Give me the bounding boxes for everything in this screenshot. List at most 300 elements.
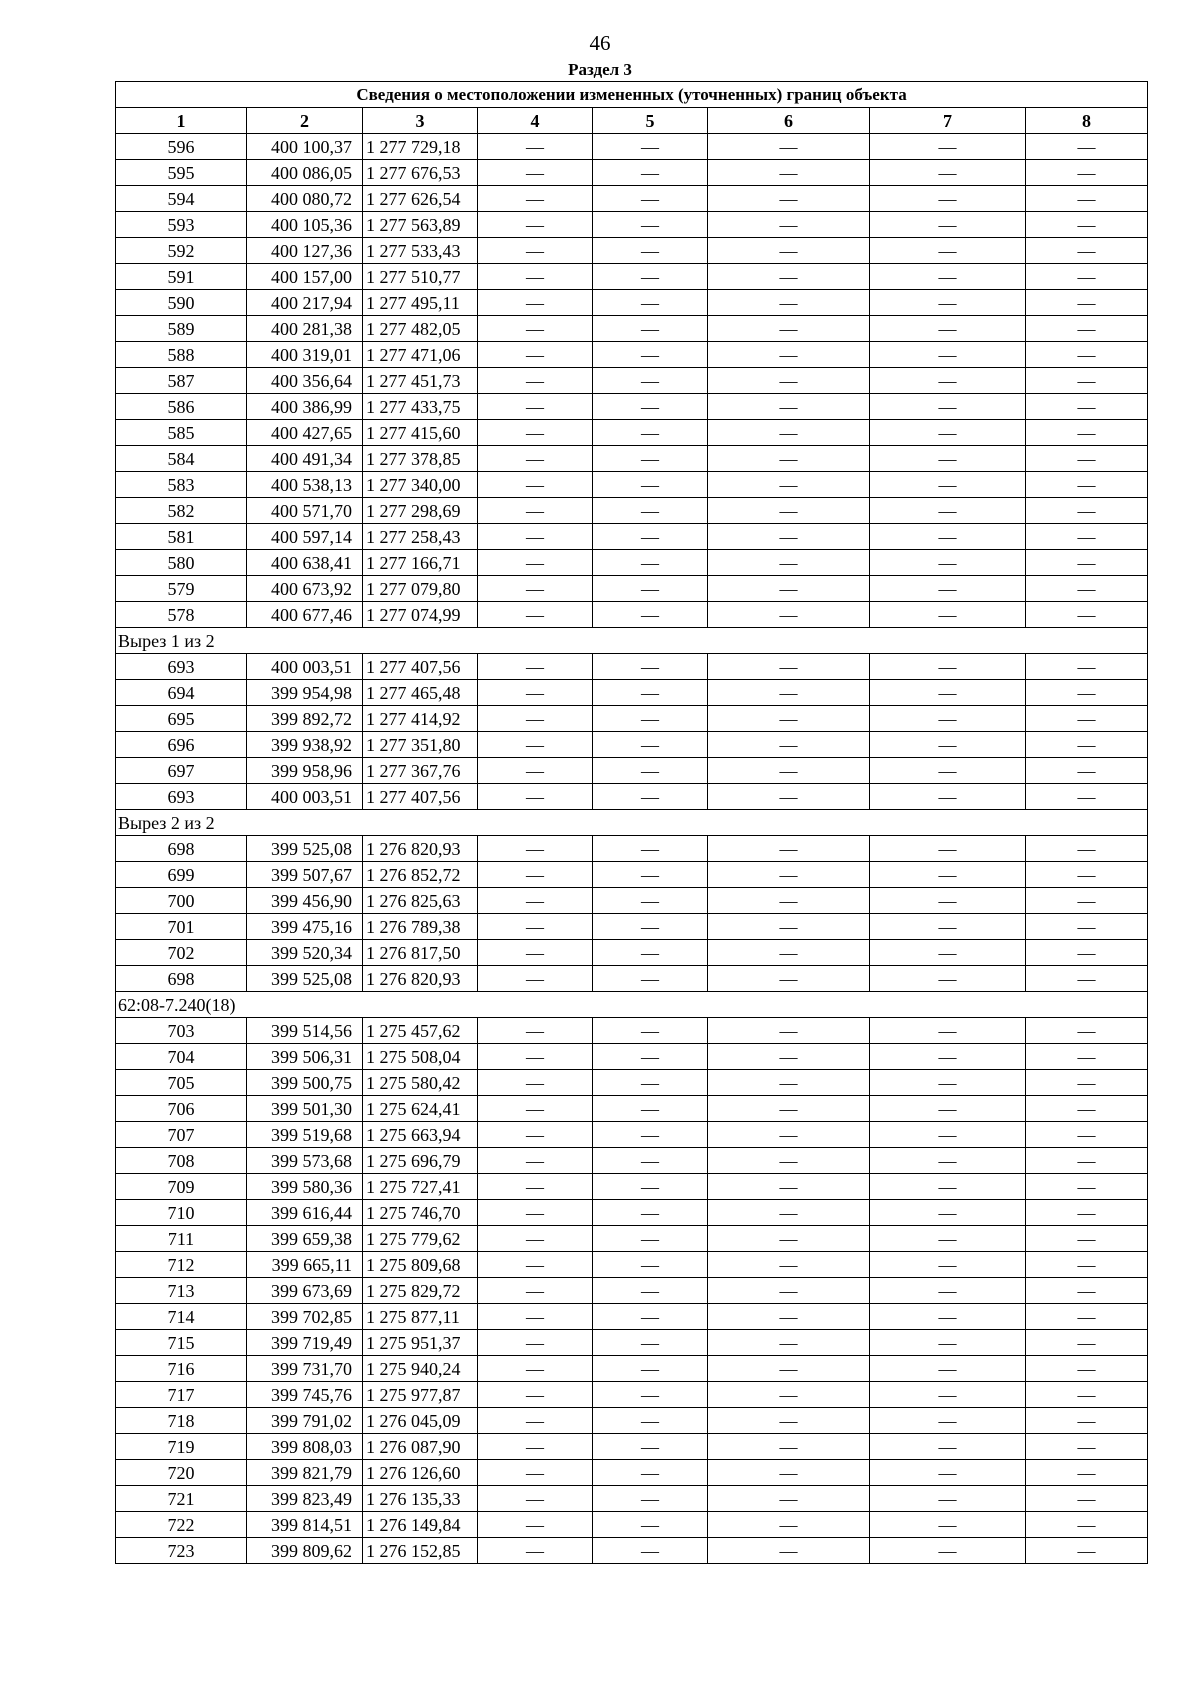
empty-cell: — xyxy=(593,1434,708,1460)
empty-cell: — xyxy=(870,1434,1026,1460)
point-number-cell: 693 xyxy=(116,654,247,680)
y-coordinate-cell: 1 276 852,72 xyxy=(363,862,478,888)
y-coordinate-cell: 1 277 166,71 xyxy=(363,550,478,576)
empty-cell: — xyxy=(708,550,870,576)
empty-cell: — xyxy=(593,940,708,966)
empty-cell: — xyxy=(708,134,870,160)
empty-cell: — xyxy=(708,212,870,238)
empty-cell: — xyxy=(1026,654,1148,680)
empty-cell: — xyxy=(708,290,870,316)
empty-cell: — xyxy=(1026,1226,1148,1252)
empty-cell: — xyxy=(708,316,870,342)
point-number-cell: 705 xyxy=(116,1070,247,1096)
x-coordinate-cell: 400 638,41 xyxy=(247,550,363,576)
y-coordinate-cell: 1 275 696,79 xyxy=(363,1148,478,1174)
empty-cell: — xyxy=(1026,1070,1148,1096)
empty-cell: — xyxy=(708,732,870,758)
group-row xyxy=(116,628,1148,654)
empty-cell: — xyxy=(870,342,1026,368)
empty-cell: — xyxy=(593,654,708,680)
empty-cell: — xyxy=(1026,732,1148,758)
table-row xyxy=(116,966,1148,992)
y-coordinate-cell: 1 277 510,77 xyxy=(363,264,478,290)
point-number-cell: 592 xyxy=(116,238,247,264)
empty-cell: — xyxy=(870,1252,1026,1278)
y-coordinate-cell: 1 277 482,05 xyxy=(363,316,478,342)
point-number-cell: 715 xyxy=(116,1330,247,1356)
y-coordinate-cell: 1 276 126,60 xyxy=(363,1460,478,1486)
empty-cell: — xyxy=(1026,1174,1148,1200)
table-row xyxy=(116,498,1148,524)
y-coordinate-cell: 1 275 809,68 xyxy=(363,1252,478,1278)
empty-cell: — xyxy=(593,576,708,602)
empty-cell: — xyxy=(478,1200,593,1226)
x-coordinate-cell: 400 003,51 xyxy=(247,654,363,680)
x-coordinate-cell: 399 673,69 xyxy=(247,1278,363,1304)
empty-cell: — xyxy=(870,1018,1026,1044)
table-row xyxy=(116,784,1148,810)
empty-cell: — xyxy=(1026,1330,1148,1356)
table-row xyxy=(116,368,1148,394)
y-coordinate-cell: 1 277 451,73 xyxy=(363,368,478,394)
empty-cell: — xyxy=(1026,1122,1148,1148)
empty-cell: — xyxy=(478,1486,593,1512)
empty-cell: — xyxy=(708,784,870,810)
empty-cell: — xyxy=(870,264,1026,290)
empty-cell: — xyxy=(1026,1096,1148,1122)
y-coordinate-cell: 1 277 340,00 xyxy=(363,472,478,498)
empty-cell: — xyxy=(478,1460,593,1486)
point-number-cell: 701 xyxy=(116,914,247,940)
point-number-cell: 587 xyxy=(116,368,247,394)
x-coordinate-cell: 399 719,49 xyxy=(247,1330,363,1356)
point-number-cell: 702 xyxy=(116,940,247,966)
y-coordinate-cell: 1 277 495,11 xyxy=(363,290,478,316)
group-row xyxy=(116,992,1148,1018)
empty-cell: — xyxy=(478,1148,593,1174)
empty-cell: — xyxy=(593,472,708,498)
empty-cell: — xyxy=(870,550,1026,576)
point-number-cell: 586 xyxy=(116,394,247,420)
x-coordinate-cell: 400 356,64 xyxy=(247,368,363,394)
empty-cell: — xyxy=(708,1356,870,1382)
empty-cell: — xyxy=(708,888,870,914)
empty-cell: — xyxy=(708,706,870,732)
y-coordinate-cell: 1 275 746,70 xyxy=(363,1200,478,1226)
table-row xyxy=(116,1512,1148,1538)
empty-cell: — xyxy=(478,1538,593,1564)
empty-cell: — xyxy=(593,1044,708,1070)
empty-cell: — xyxy=(593,732,708,758)
x-coordinate-cell: 400 386,99 xyxy=(247,394,363,420)
empty-cell: — xyxy=(1026,758,1148,784)
empty-cell: — xyxy=(478,1304,593,1330)
coordinates-table xyxy=(115,81,1148,1564)
empty-cell: — xyxy=(478,732,593,758)
empty-cell: — xyxy=(1026,550,1148,576)
column-header: 5 xyxy=(593,108,708,134)
empty-cell: — xyxy=(870,576,1026,602)
empty-cell: — xyxy=(870,420,1026,446)
table-row xyxy=(116,576,1148,602)
point-number-cell: 585 xyxy=(116,420,247,446)
point-number-cell: 693 xyxy=(116,784,247,810)
table-row xyxy=(116,342,1148,368)
empty-cell: — xyxy=(1026,238,1148,264)
empty-cell: — xyxy=(708,654,870,680)
empty-cell: — xyxy=(478,446,593,472)
empty-cell: — xyxy=(478,966,593,992)
table-row xyxy=(116,758,1148,784)
y-coordinate-cell: 1 277 367,76 xyxy=(363,758,478,784)
empty-cell: — xyxy=(708,1252,870,1278)
point-number-cell: 698 xyxy=(116,836,247,862)
point-number-cell: 697 xyxy=(116,758,247,784)
empty-cell: — xyxy=(870,316,1026,342)
point-number-cell: 695 xyxy=(116,706,247,732)
point-number-cell: 594 xyxy=(116,186,247,212)
point-number-cell: 704 xyxy=(116,1044,247,1070)
empty-cell: — xyxy=(1026,1460,1148,1486)
empty-cell: — xyxy=(870,186,1026,212)
column-header: 8 xyxy=(1026,108,1148,134)
empty-cell: — xyxy=(1026,1148,1148,1174)
empty-cell: — xyxy=(870,1512,1026,1538)
empty-cell: — xyxy=(593,316,708,342)
x-coordinate-cell: 400 673,92 xyxy=(247,576,363,602)
empty-cell: — xyxy=(1026,1356,1148,1382)
y-coordinate-cell: 1 277 074,99 xyxy=(363,602,478,628)
x-coordinate-cell: 399 954,98 xyxy=(247,680,363,706)
table-header-row xyxy=(116,108,1148,134)
table-row xyxy=(116,160,1148,186)
empty-cell: — xyxy=(593,524,708,550)
point-number-cell: 699 xyxy=(116,862,247,888)
table-row xyxy=(116,1434,1148,1460)
empty-cell: — xyxy=(870,238,1026,264)
y-coordinate-cell: 1 275 727,41 xyxy=(363,1174,478,1200)
point-number-cell: 710 xyxy=(116,1200,247,1226)
empty-cell: — xyxy=(1026,498,1148,524)
empty-cell: — xyxy=(1026,1304,1148,1330)
empty-cell: — xyxy=(593,758,708,784)
point-number-cell: 700 xyxy=(116,888,247,914)
empty-cell: — xyxy=(870,1538,1026,1564)
x-coordinate-cell: 400 003,51 xyxy=(247,784,363,810)
x-coordinate-cell: 399 958,96 xyxy=(247,758,363,784)
table-row xyxy=(116,706,1148,732)
empty-cell: — xyxy=(478,264,593,290)
point-number-cell: 712 xyxy=(116,1252,247,1278)
empty-cell: — xyxy=(870,914,1026,940)
empty-cell: — xyxy=(870,966,1026,992)
y-coordinate-cell: 1 277 465,48 xyxy=(363,680,478,706)
column-header: 6 xyxy=(708,108,870,134)
empty-cell: — xyxy=(1026,134,1148,160)
empty-cell: — xyxy=(478,316,593,342)
table-row xyxy=(116,940,1148,966)
table-row xyxy=(116,1226,1148,1252)
empty-cell: — xyxy=(1026,446,1148,472)
point-number-cell: 581 xyxy=(116,524,247,550)
table-row xyxy=(116,134,1148,160)
empty-cell: — xyxy=(870,1460,1026,1486)
empty-cell: — xyxy=(478,1382,593,1408)
empty-cell: — xyxy=(870,888,1026,914)
table-row xyxy=(116,888,1148,914)
empty-cell: — xyxy=(593,1330,708,1356)
empty-cell: — xyxy=(708,420,870,446)
empty-cell: — xyxy=(870,1226,1026,1252)
empty-cell: — xyxy=(1026,472,1148,498)
empty-cell: — xyxy=(1026,264,1148,290)
empty-cell: — xyxy=(478,602,593,628)
empty-cell: — xyxy=(870,1044,1026,1070)
x-coordinate-cell: 399 525,08 xyxy=(247,836,363,862)
empty-cell: — xyxy=(593,888,708,914)
empty-cell: — xyxy=(708,1408,870,1434)
empty-cell: — xyxy=(478,186,593,212)
x-coordinate-cell: 400 217,94 xyxy=(247,290,363,316)
empty-cell: — xyxy=(593,212,708,238)
empty-cell: — xyxy=(708,1460,870,1486)
empty-cell: — xyxy=(593,1148,708,1174)
empty-cell: — xyxy=(708,394,870,420)
empty-cell: — xyxy=(478,914,593,940)
table-row xyxy=(116,524,1148,550)
empty-cell: — xyxy=(708,446,870,472)
point-number-cell: 578 xyxy=(116,602,247,628)
column-header: 7 xyxy=(870,108,1026,134)
empty-cell: — xyxy=(870,1382,1026,1408)
table-caption: Сведения о местоположении измененных (уточненных) границ объекта xyxy=(116,82,1148,108)
point-number-cell: 722 xyxy=(116,1512,247,1538)
empty-cell: — xyxy=(593,1408,708,1434)
y-coordinate-cell: 1 277 433,75 xyxy=(363,394,478,420)
column-header: 4 xyxy=(478,108,593,134)
x-coordinate-cell: 399 616,44 xyxy=(247,1200,363,1226)
table-row xyxy=(116,1382,1148,1408)
empty-cell: — xyxy=(870,1408,1026,1434)
empty-cell: — xyxy=(593,1252,708,1278)
y-coordinate-cell: 1 276 152,85 xyxy=(363,1538,478,1564)
table-caption-row xyxy=(116,82,1148,108)
empty-cell: — xyxy=(593,1278,708,1304)
y-coordinate-cell: 1 275 877,11 xyxy=(363,1304,478,1330)
x-coordinate-cell: 399 745,76 xyxy=(247,1382,363,1408)
y-coordinate-cell: 1 277 407,56 xyxy=(363,654,478,680)
y-coordinate-cell: 1 275 779,62 xyxy=(363,1226,478,1252)
table-row xyxy=(116,472,1148,498)
x-coordinate-cell: 400 597,14 xyxy=(247,524,363,550)
empty-cell: — xyxy=(708,1486,870,1512)
point-number-cell: 694 xyxy=(116,680,247,706)
empty-cell: — xyxy=(593,1382,708,1408)
point-number-cell: 580 xyxy=(116,550,247,576)
empty-cell: — xyxy=(708,238,870,264)
x-coordinate-cell: 399 809,62 xyxy=(247,1538,363,1564)
point-number-cell: 719 xyxy=(116,1434,247,1460)
empty-cell: — xyxy=(708,1200,870,1226)
empty-cell: — xyxy=(593,1226,708,1252)
empty-cell: — xyxy=(708,498,870,524)
empty-cell: — xyxy=(1026,1278,1148,1304)
point-number-cell: 720 xyxy=(116,1460,247,1486)
point-number-cell: 718 xyxy=(116,1408,247,1434)
empty-cell: — xyxy=(593,602,708,628)
table-row xyxy=(116,186,1148,212)
empty-cell: — xyxy=(708,1278,870,1304)
empty-cell: — xyxy=(593,368,708,394)
empty-cell: — xyxy=(870,1174,1026,1200)
empty-cell: — xyxy=(593,1200,708,1226)
empty-cell: — xyxy=(708,758,870,784)
table-row xyxy=(116,1096,1148,1122)
section-title: Раздел 3 xyxy=(568,60,632,79)
empty-cell: — xyxy=(478,836,593,862)
y-coordinate-cell: 1 276 087,90 xyxy=(363,1434,478,1460)
empty-cell: — xyxy=(708,1512,870,1538)
y-coordinate-cell: 1 277 407,56 xyxy=(363,784,478,810)
x-coordinate-cell: 400 157,00 xyxy=(247,264,363,290)
empty-cell: — xyxy=(478,1278,593,1304)
y-coordinate-cell: 1 277 079,80 xyxy=(363,576,478,602)
point-number-cell: 591 xyxy=(116,264,247,290)
empty-cell: — xyxy=(870,524,1026,550)
y-coordinate-cell: 1 275 580,42 xyxy=(363,1070,478,1096)
empty-cell: — xyxy=(1026,212,1148,238)
empty-cell: — xyxy=(870,680,1026,706)
group-row xyxy=(116,810,1148,836)
point-number-cell: 590 xyxy=(116,290,247,316)
x-coordinate-cell: 400 127,36 xyxy=(247,238,363,264)
point-number-cell: 579 xyxy=(116,576,247,602)
y-coordinate-cell: 1 275 829,72 xyxy=(363,1278,478,1304)
x-coordinate-cell: 399 525,08 xyxy=(247,966,363,992)
x-coordinate-cell: 400 427,65 xyxy=(247,420,363,446)
y-coordinate-cell: 1 275 457,62 xyxy=(363,1018,478,1044)
x-coordinate-cell: 399 520,34 xyxy=(247,940,363,966)
table-row xyxy=(116,836,1148,862)
point-number-cell: 703 xyxy=(116,1018,247,1044)
empty-cell: — xyxy=(593,914,708,940)
empty-cell: — xyxy=(478,524,593,550)
empty-cell: — xyxy=(1026,524,1148,550)
x-coordinate-cell: 400 105,36 xyxy=(247,212,363,238)
empty-cell: — xyxy=(870,1486,1026,1512)
column-header: 2 xyxy=(247,108,363,134)
table-row xyxy=(116,290,1148,316)
empty-cell: — xyxy=(708,1070,870,1096)
point-number-cell: 711 xyxy=(116,1226,247,1252)
x-coordinate-cell: 400 491,34 xyxy=(247,446,363,472)
empty-cell: — xyxy=(1026,186,1148,212)
empty-cell: — xyxy=(593,264,708,290)
empty-cell: — xyxy=(1026,1486,1148,1512)
y-coordinate-cell: 1 277 729,18 xyxy=(363,134,478,160)
empty-cell: — xyxy=(1026,940,1148,966)
empty-cell: — xyxy=(478,940,593,966)
y-coordinate-cell: 1 275 940,24 xyxy=(363,1356,478,1382)
point-number-cell: 708 xyxy=(116,1148,247,1174)
y-coordinate-cell: 1 275 508,04 xyxy=(363,1044,478,1070)
x-coordinate-cell: 399 702,85 xyxy=(247,1304,363,1330)
empty-cell: — xyxy=(478,368,593,394)
empty-cell: — xyxy=(870,706,1026,732)
table-row xyxy=(116,1148,1148,1174)
table-row xyxy=(116,602,1148,628)
y-coordinate-cell: 1 277 415,60 xyxy=(363,420,478,446)
empty-cell: — xyxy=(870,1122,1026,1148)
empty-cell: — xyxy=(478,1122,593,1148)
empty-cell: — xyxy=(593,342,708,368)
x-coordinate-cell: 399 507,67 xyxy=(247,862,363,888)
empty-cell: — xyxy=(478,706,593,732)
empty-cell: — xyxy=(478,1226,593,1252)
empty-cell: — xyxy=(1026,1044,1148,1070)
y-coordinate-cell: 1 277 626,54 xyxy=(363,186,478,212)
table-row xyxy=(116,1304,1148,1330)
table-row xyxy=(116,1408,1148,1434)
table-row xyxy=(116,914,1148,940)
y-coordinate-cell: 1 277 351,80 xyxy=(363,732,478,758)
empty-cell: — xyxy=(478,342,593,368)
point-number-cell: 582 xyxy=(116,498,247,524)
point-number-cell: 717 xyxy=(116,1382,247,1408)
empty-cell: — xyxy=(1026,316,1148,342)
x-coordinate-cell: 400 677,46 xyxy=(247,602,363,628)
empty-cell: — xyxy=(1026,342,1148,368)
empty-cell: — xyxy=(870,1148,1026,1174)
empty-cell: — xyxy=(593,1070,708,1096)
empty-cell: — xyxy=(870,654,1026,680)
empty-cell: — xyxy=(593,420,708,446)
y-coordinate-cell: 1 277 258,43 xyxy=(363,524,478,550)
y-coordinate-cell: 1 277 414,92 xyxy=(363,706,478,732)
column-header: 3 xyxy=(363,108,478,134)
group-label: 62:08-7.240(18) xyxy=(116,992,1148,1018)
empty-cell: — xyxy=(870,446,1026,472)
y-coordinate-cell: 1 276 817,50 xyxy=(363,940,478,966)
empty-cell: — xyxy=(870,1304,1026,1330)
table-row xyxy=(116,1200,1148,1226)
empty-cell: — xyxy=(478,1434,593,1460)
empty-cell: — xyxy=(593,1122,708,1148)
empty-cell: — xyxy=(478,888,593,914)
table-row xyxy=(116,316,1148,342)
table-row xyxy=(116,1122,1148,1148)
y-coordinate-cell: 1 276 820,93 xyxy=(363,836,478,862)
empty-cell: — xyxy=(593,966,708,992)
empty-cell: — xyxy=(870,1356,1026,1382)
empty-cell: — xyxy=(1026,888,1148,914)
empty-cell: — xyxy=(478,498,593,524)
empty-cell: — xyxy=(870,472,1026,498)
empty-cell: — xyxy=(708,1148,870,1174)
empty-cell: — xyxy=(708,524,870,550)
point-number-cell: 714 xyxy=(116,1304,247,1330)
empty-cell: — xyxy=(478,1252,593,1278)
x-coordinate-cell: 399 814,51 xyxy=(247,1512,363,1538)
y-coordinate-cell: 1 277 298,69 xyxy=(363,498,478,524)
empty-cell: — xyxy=(708,1018,870,1044)
empty-cell: — xyxy=(1026,368,1148,394)
x-coordinate-cell: 399 938,92 xyxy=(247,732,363,758)
point-number-cell: 723 xyxy=(116,1538,247,1564)
empty-cell: — xyxy=(478,784,593,810)
table-row xyxy=(116,1070,1148,1096)
point-number-cell: 596 xyxy=(116,134,247,160)
